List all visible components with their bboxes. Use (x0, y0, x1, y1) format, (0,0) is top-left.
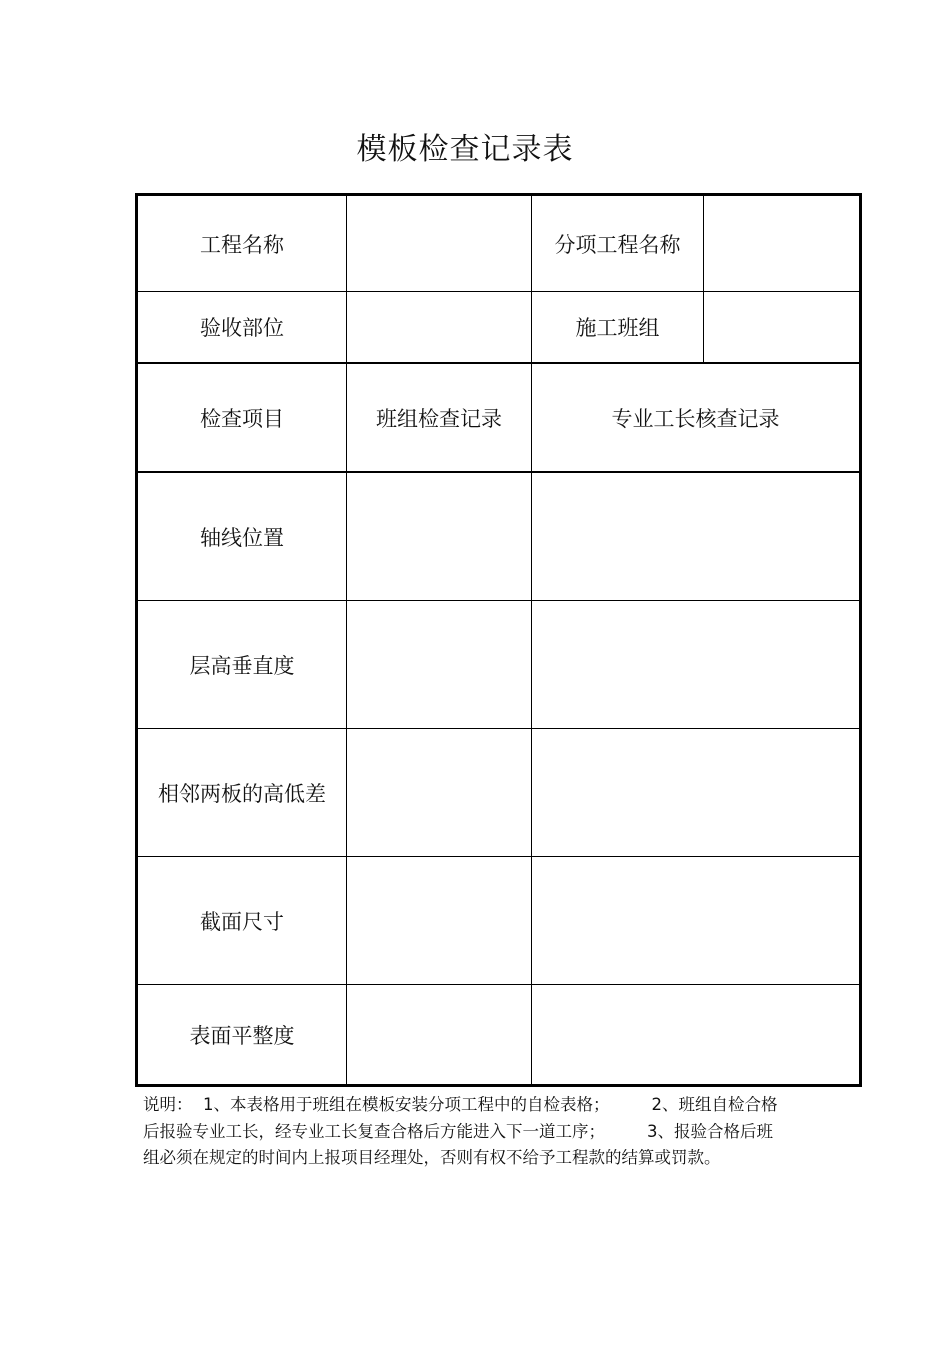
sub-project-field[interactable] (704, 196, 859, 291)
item-label: 相邻两板的高低差 (158, 781, 326, 806)
item-label: 表面平整度 (189, 1023, 295, 1048)
team-label: 施工班组 (575, 316, 660, 340)
item-label: 轴线位置 (200, 525, 284, 550)
foreman-record-field[interactable] (532, 985, 859, 1084)
item-label: 层高垂直度 (189, 653, 295, 678)
notes-line: 组必须在规定的时间内上报项目经理处，否则有权不给予工程款的结算或罚款。 (143, 1148, 721, 1167)
item-label: 截面尺寸 (200, 909, 284, 934)
column-header-foreman-record: 专业工长核查记录 (611, 406, 780, 431)
sub-project-label: 分项工程名称 (554, 232, 681, 257)
notes-line: 说明： 1、本表格用于班组在模板安装分项工程中的自检表格； 2、班组自检合格 (143, 1095, 778, 1114)
column-header-item: 检查项目 (200, 406, 284, 431)
team-record-field[interactable] (347, 985, 531, 1084)
foreman-record-field[interactable] (532, 473, 859, 600)
document-title: 模板检查记录表 (356, 132, 574, 167)
team-record-field[interactable] (347, 473, 531, 600)
acceptance-part-label: 验收部位 (200, 316, 284, 340)
foreman-record-field[interactable] (532, 729, 859, 856)
team-record-field[interactable] (347, 857, 531, 984)
project-name-label: 工程名称 (200, 232, 284, 257)
team-field[interactable] (704, 292, 859, 362)
foreman-record-field[interactable] (532, 601, 859, 728)
team-record-field[interactable] (347, 729, 531, 856)
foreman-record-field[interactable] (532, 857, 859, 984)
team-record-field[interactable] (347, 601, 531, 728)
acceptance-part-field[interactable] (347, 292, 531, 362)
notes-section (143, 1092, 833, 1172)
inspection-form-table (135, 193, 862, 1087)
notes-line: 后报验专业工长，经专业工长复查合格后方能进入下一道工序； 3、报验合格后班 (143, 1121, 773, 1141)
column-header-team-record: 班组检查记录 (376, 406, 502, 431)
project-name-field[interactable] (347, 196, 531, 291)
